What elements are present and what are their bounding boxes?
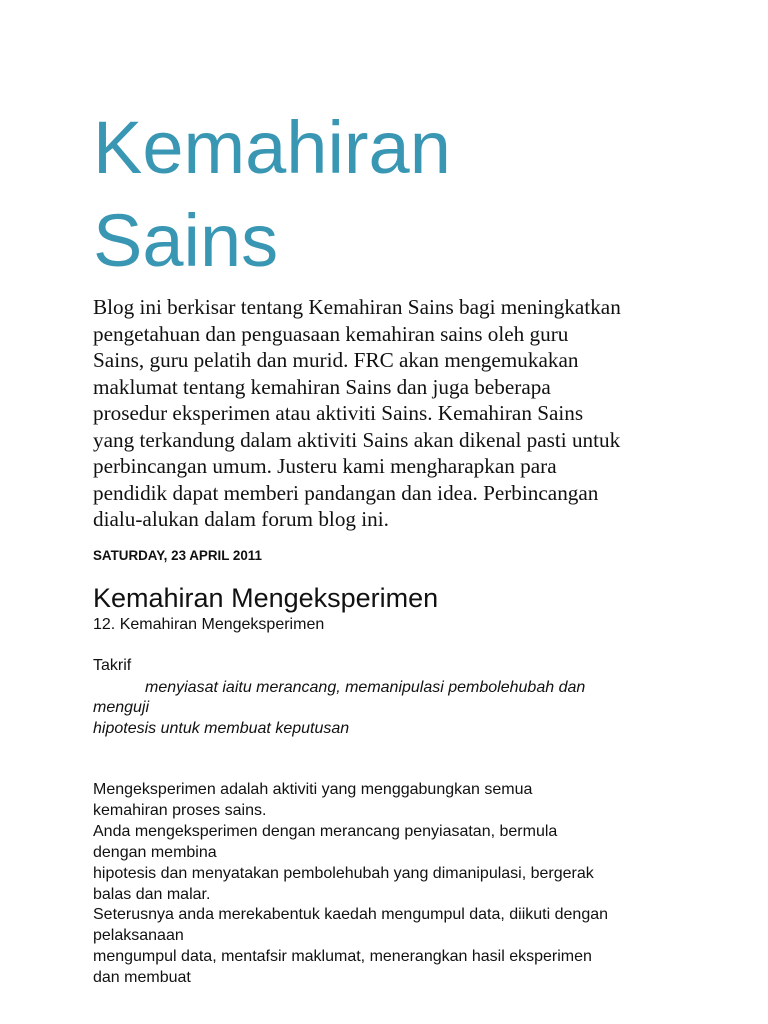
post-body-line: pelaksanaan [93,927,184,945]
post-body-line: kemahiran proses sains. [93,801,267,819]
blog-title-line-1: Kemahiran [93,106,451,189]
post-body-line: dengan membina [93,843,217,861]
blog-description-line: prosedur eksperimen atau aktiviti Sains. Kemahiran Sains [93,401,584,425]
blog-description-line: Sains, guru pelatih dan murid. FRC akan mengemukakan [93,348,579,372]
blog-description [93,294,693,533]
definition-line: hipotesis untuk membuat keputusan [93,720,350,737]
blog-description-line: perbincangan umum. Justeru kami mengharapkan para [93,454,557,478]
blog-title [93,101,653,287]
blog-description-line: maklumat tentang kemahiran Sains dan juga beberapa [93,374,551,399]
blog-title-line-2: Sains [93,199,279,282]
post-date: SATURDAY, 23 APRIL 2011 [93,548,262,563]
post-body-line: hipotesis dan menyatakan pembolehubah yang dimanipulasi, bergerak [93,864,594,882]
post-body-line: dan membuat [93,969,191,987]
takrif-label: Takrif [93,657,132,674]
definition-line: menguji [93,699,150,716]
post-body-line: mengumpul data, mentafsir maklumat, menerangkan hasil eksperimen [93,948,592,966]
definition-line: menyiasat iaitu merancang, memanipulasi pembolehubah dan [145,679,586,696]
post-body-line: Seterusnya anda merekabentuk kaedah mengumpul data, diikuti dengan [93,906,609,924]
blog-description-line: pendidik dapat memberi pandangan dan idea. Perbincangan [93,480,599,505]
blog-description-line: Blog ini berkisar tentang Kemahiran Sains bagi meningkatkan [93,295,621,319]
post-body-paragraph [93,780,713,989]
blog-description-line: yang terkandung dalam aktiviti Sains akan dikenal pasti untuk [93,427,621,452]
post-title[interactable]: Kemahiran Mengeksperimen [93,583,439,613]
post-body-line: Anda mengeksperimen dengan merancang penyiasatan, bermula [93,822,558,840]
post-body-line: balas dan malar. [93,885,211,903]
blog-description-line: pengetahuan dan penguasaan kemahiran sains oleh guru [93,321,569,346]
post-body-line: Mengeksperimen adalah aktiviti yang menggabungkan semua [93,781,533,798]
section-heading: 12. Kemahiran Mengeksperimen [93,616,325,633]
blog-description-line: dialu-alukan dalam forum blog ini. [93,507,389,531]
